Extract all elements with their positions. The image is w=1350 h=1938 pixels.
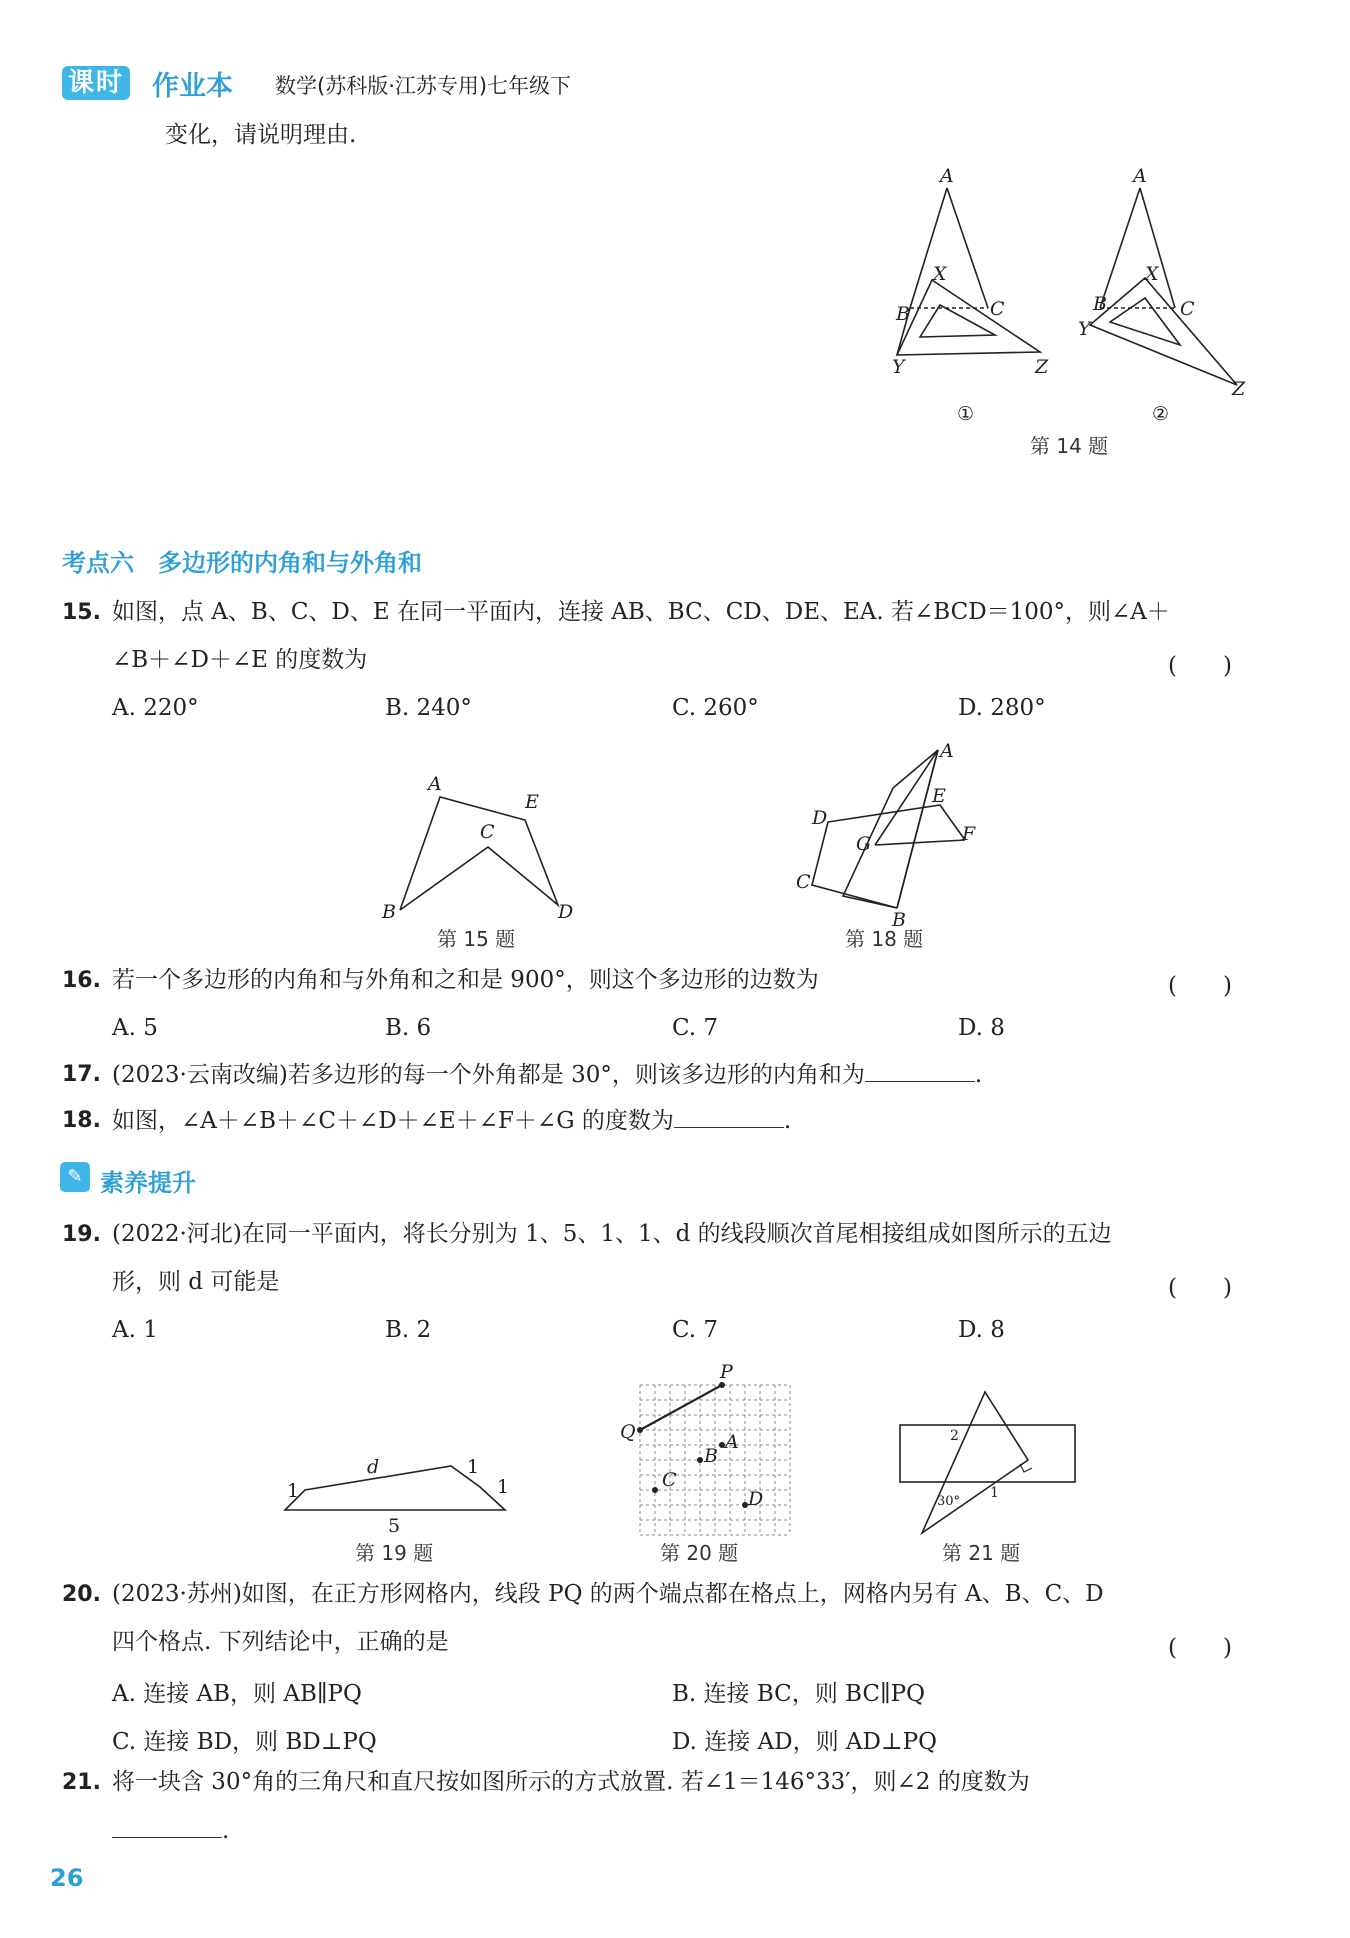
fig21-caption: 第 21 题 [942,1541,1021,1565]
q16-answer-paren: ( ) [1168,973,1232,999]
fig20-label-P: P [720,1361,733,1383]
fig19-label-1b: 1 [287,1480,300,1502]
q16-text: 若一个多边形的内角和与外角和之和是 900°，则这个多边形的边数为 [112,967,819,993]
fig14-label-X2: X [1145,263,1159,285]
q18-text: 如图，∠A＋∠B＋∠C＋∠D＋∠E＋∠F＋∠G 的度数为 [112,1108,674,1134]
section-heading-improve: 素养提升 [100,1169,196,1197]
fig14-sub1: ① [957,403,975,425]
q18-number: 18. [62,1108,101,1133]
fig21-label-2: 2 [950,1428,959,1444]
q16-number: 16. [62,968,101,993]
q19-option-c: C. 7 [672,1317,719,1343]
q15-option-c: C. 260° [672,695,759,721]
figure-18 [780,740,1000,930]
fig21-label-1: 1 [990,1485,999,1501]
q20-answer-paren: ( ) [1168,1635,1232,1661]
fig18-caption: 第 18 题 [845,927,924,951]
fig20-label-D: D [748,1488,764,1510]
fig18-label-D: D [812,807,828,829]
fig18-label-G: G [856,833,872,855]
fig14-label-B: B [896,303,910,325]
fig20-label-C: C [662,1469,677,1491]
q15-line1: 如图，点 A、B、C、D、E 在同一平面内，连接 AB、BC、CD、DE、EA. 若∠BCD＝100°，则∠A＋ [112,599,1170,625]
q20-option-b: B. 连接 BC，则 BC∥PQ [672,1681,925,1707]
fig20-label-Q: Q [620,1421,636,1443]
q16-option-b: B. 6 [385,1015,432,1041]
fig14-caption: 第 14 题 [1030,434,1109,458]
fig14-label-A2: A [1133,165,1147,187]
rocket-icon: ✎ [60,1162,90,1192]
q19-line1: (2022·河北)在同一平面内，将长分别为 1、5、1、1、d 的线段顺次首尾相接组成如图所示的五边 [112,1221,1112,1247]
q19-line2: 形，则 d 可能是 [112,1269,280,1295]
q21-answer-blank[interactable] [112,1815,222,1838]
fig15-label-C: C [480,821,495,843]
fig15-label-B: B [382,901,396,923]
fig15-label-D: D [558,901,574,923]
page-number: 26 [50,1864,84,1892]
fig14-label-Z: Z [1035,356,1049,378]
fig19-label-d: d [367,1456,380,1478]
fig20-label-B: B [704,1445,718,1467]
q21-number: 21. [62,1770,101,1795]
brand-logo: 课时 [62,66,130,100]
q19-number: 19. [62,1222,101,1247]
fig20-caption: 第 20 题 [660,1541,739,1565]
q15-option-b: B. 240° [385,695,472,721]
q18-line [112,1105,791,1136]
q15-option-a: A. 220° [112,695,199,721]
q15-answer-paren: ( ) [1168,653,1232,679]
q16-option-c: C. 7 [672,1015,719,1041]
figure-14 [880,160,1260,460]
q15-option-d: D. 280° [958,695,1046,721]
fig19-label-5: 5 [388,1515,401,1535]
q16-option-d: D. 8 [958,1015,1005,1041]
q20-line2: 四个格点. 下列结论中，正确的是 [112,1629,449,1655]
fig14-label-C2: C [1180,298,1195,320]
q15-line2: ∠B＋∠D＋∠E 的度数为 [112,647,368,673]
fig21-label-30: 30° [937,1494,961,1509]
fig15-caption: 第 15 题 [437,927,516,951]
fig19-caption: 第 19 题 [355,1541,434,1565]
q19-option-d: D. 8 [958,1317,1005,1343]
fig14-sub2: ② [1152,403,1170,425]
fig14-label-Y2: Y [1078,318,1091,340]
q20-number: 20. [62,1582,101,1607]
q14-tail-text: 变化，请说明理由. [165,122,357,148]
fig18-label-A: A [940,740,954,762]
figure-19 [275,1425,525,1535]
fig18-label-C: C [796,871,811,893]
fig14-label-Y: Y [892,356,905,378]
fig18-label-E: E [932,785,946,807]
figure-15 [370,770,590,930]
q18-answer-blank[interactable] [674,1105,784,1128]
fig19-label-1a: 1 [467,1456,480,1478]
fig14-label-Z2: Z [1232,378,1246,400]
fig18-label-B: B [892,909,906,930]
q21-line2 [112,1815,229,1846]
q20-line1: (2023·苏州)如图，在正方形网格内，线段 PQ 的两个端点都在格点上，网格内另有 A、B、C、D [112,1581,1104,1607]
q18-end: . [783,1108,792,1134]
fig15-label-E: E [525,791,539,813]
q19-option-a: A. 1 [112,1317,158,1343]
figure-20 [610,1350,800,1540]
q21-end: . [222,1818,230,1844]
q17-answer-blank[interactable] [865,1059,975,1082]
q20-option-d: D. 连接 AD，则 AD⊥PQ [672,1729,937,1755]
q20-option-c: C. 连接 BD，则 BD⊥PQ [112,1729,377,1755]
q17-number: 17. [62,1062,101,1087]
q15-number: 15. [62,600,101,625]
fig14-label-A: A [940,165,954,187]
q17-line [112,1059,982,1090]
fig15-label-A: A [428,773,442,795]
figure-21 [890,1380,1090,1540]
fig20-label-A: A [725,1431,739,1453]
q17-end: . [974,1062,983,1088]
section-heading-6: 考点六 多边形的内角和与外角和 [62,549,422,577]
fig14-label-C: C [990,298,1005,320]
q19-option-b: B. 2 [385,1317,432,1343]
q16-option-a: A. 5 [112,1015,158,1041]
fig14-label-B2: B [1093,293,1107,315]
q17-text: (2023·云南改编)若多边形的每一个外角都是 30°，则该多边形的内角和为 [112,1062,865,1088]
q20-option-a: A. 连接 AB，则 AB∥PQ [112,1681,362,1707]
fig18-label-F: F [962,823,976,845]
fig19-label-1c: 1 [497,1476,510,1498]
fig14-label-X: X [933,263,947,285]
q21-line1: 将一块含 30°角的三角尺和直尺按如图所示的方式放置. 若∠1＝146°33′，则∠2 的度数为 [112,1769,1030,1795]
book-title: 作业本 [152,71,233,102]
q19-answer-paren: ( ) [1168,1275,1232,1301]
book-subtitle: 数学(苏科版·江苏专用)七年级下 [275,74,572,98]
